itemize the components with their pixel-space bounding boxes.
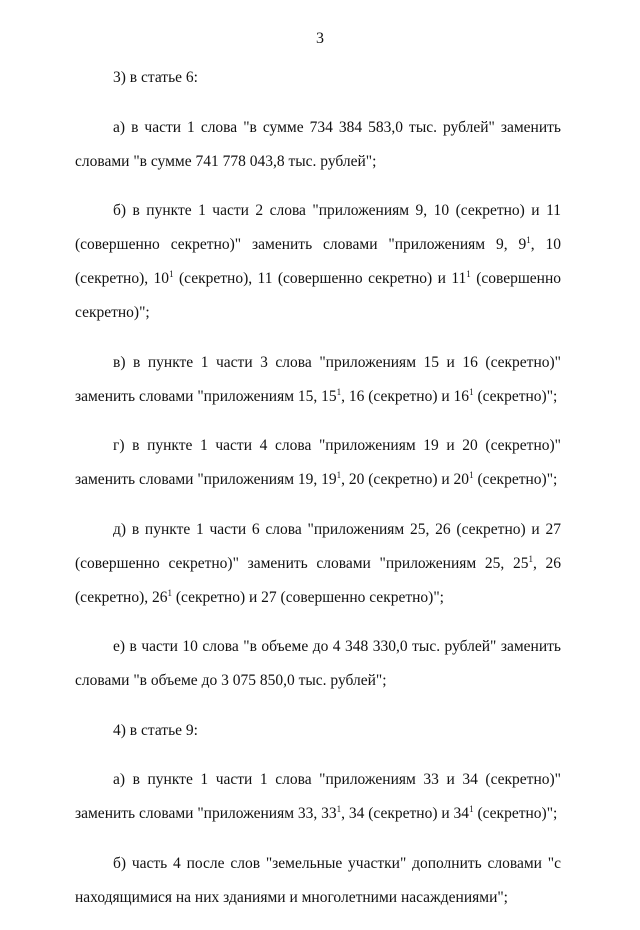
paragraph-article-9-a: а) в пункте 1 части 1 слова "приложениям 33 и 34 (секретно)" заменить словами "приложениям 33, $33^1$, 34 (секретно) и $34^1$ (секретно)"; [75,771,561,822]
paragraph-article-6-d: д) в пункте 1 части 6 слова "приложениям 25, 26 (секретно) и 27 (совершенно секретно)" заменить словами "приложениям 25, $25^1$, 26 (секретно), $26^1$ (секретно) и 27 (совершенно секретно)"; [75,520,562,606]
page-number: 3 [316,30,324,47]
paragraph-article-6-a: а) в части 1 слова "в сумме 734 384 583,0 тыс. рублей" заменить словами "в сумме 741 778 043,8 тыс. рублей"; [75,118,561,170]
paragraph-article-6-heading: 3) в статье 6: [113,69,198,86]
paragraph-article-6-v: в) в пункте 1 части 3 слова "приложениям 15 и 16 (секретно)" заменить словами "приложениям 15, $15^1$, 16 (секретно) и $16^1$ (секретно)"; [75,353,561,405]
paragraph-article-6-e: е) в части 10 слова "в объеме до 4 348 330,0 тыс. рублей" заменить словами "в объеме до 3 075 850,0 тыс. рублей"; [75,638,561,689]
paragraph-article-9-b: б) часть 4 после слов "земельные участки" дополнить словами "с находящимися на них зданиями и многолетними насаждениями"; [75,854,561,906]
paragraph-article-6-g: г) в пункте 1 части 4 слова "приложениям 19 и 20 (секретно)" заменить словами "приложениям 19, $19^1$, 20 (секретно) и $20^1$ (секретно)"; [75,437,561,488]
paragraph-article-9-heading: 4) в статье 9: [113,721,198,739]
document-body [75,61,561,930]
paragraph-article-6-b: б) в пункте 1 части 2 слова "приложениям 9, 10 (секретно) и 11 (совершенно секретно)" заменить словами "приложениям 9, $9^1$, 10 (секретно), $10^1$ (секретно), 11 (совершенно секретно) и $11^1$ (совершенно секретно)"; [75,202,562,321]
